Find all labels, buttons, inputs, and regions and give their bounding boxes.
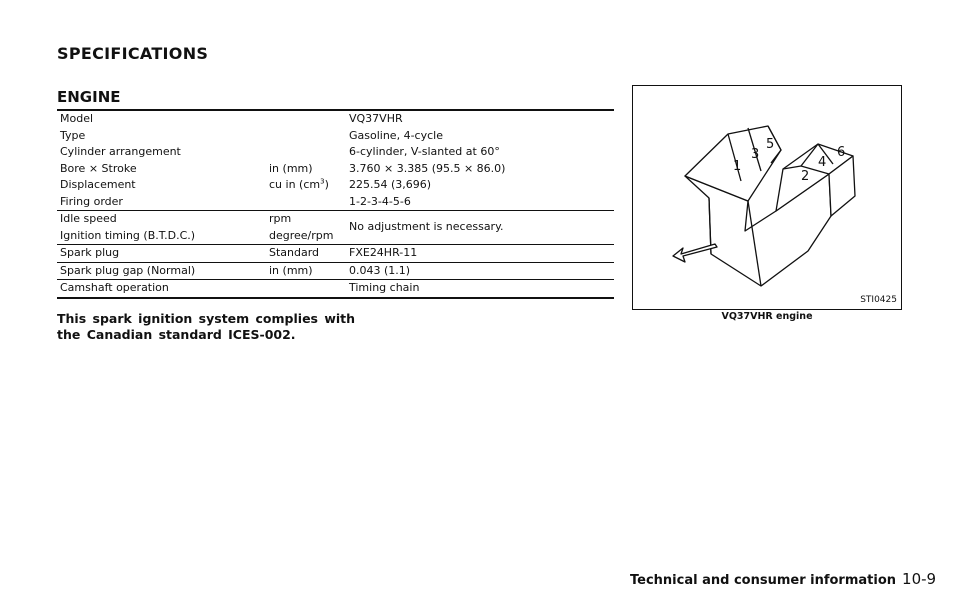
value-displacement: 225.54 (3,696) [349, 178, 432, 191]
spec-values [349, 111, 614, 210]
page-number: 10-9 [902, 570, 937, 588]
value-idle-ignition: No adjustment is necessary. [349, 220, 504, 234]
value-camshaft: Timing chain [349, 281, 420, 294]
value-type: Gasoline, 4-cycle [349, 128, 443, 142]
figure-code: STI0425 [860, 295, 897, 305]
unit-ignition-timing: degree/rpm [269, 228, 334, 242]
value-model: VQ37VHR [349, 112, 403, 125]
label-displacement: Displacement [60, 178, 136, 191]
unit-camshaft [269, 280, 349, 297]
section-title: ENGINE [57, 88, 121, 106]
label-camshaft: Camshaft operation [60, 281, 169, 294]
unit-bore-stroke: in (mm) [269, 161, 313, 175]
page-footer [630, 570, 936, 588]
value-cylinder-arrangement: 6-cylinder, V-slanted at 60° [349, 145, 500, 158]
label-ignition-timing: Ignition timing (B.T.D.C.) [60, 228, 196, 242]
unit-idle-speed: rpm [269, 212, 292, 225]
label-bore-stroke: Bore × Stroke [60, 161, 137, 175]
spec-units [269, 111, 349, 210]
cylinder-number-3: 3 [751, 147, 760, 162]
figure-caption: VQ37VHR engine [721, 311, 813, 322]
unit-spark-gap: in (mm) [269, 263, 313, 277]
value-firing-order: 1-2-3-4-5-6 [349, 194, 411, 208]
cylinder-number-1: 1 [733, 159, 742, 174]
label-type: Type [60, 128, 86, 142]
label-firing-order: Firing order [60, 194, 123, 208]
engine-figure [632, 85, 902, 310]
label-cylinder-arrangement: Cylinder arrangement [60, 145, 181, 158]
label-idle-speed: Idle speed [60, 212, 117, 225]
value-spark-plug: FXE24HR-11 [349, 246, 418, 259]
label-model: Model [60, 112, 94, 125]
unit-displacement: cu in $(cm^3)$ [269, 177, 329, 191]
spec-row-group-general [57, 111, 614, 211]
spec-row-group-idle [57, 211, 614, 245]
spec-row-spark-plug [57, 245, 614, 263]
spec-row-spark-gap [57, 263, 614, 281]
engine-v6-diagram-icon [633, 86, 901, 309]
page-heading: SPECIFICATIONS [57, 44, 209, 63]
unit-spark-plug: Standard [269, 246, 320, 259]
value-spark-gap: 0.043 (1.1) [349, 263, 411, 277]
value-bore-stroke: 3.760 × 3.385 (95.5 × 86.0) [349, 161, 506, 175]
footer-text: Technical and consumer information [630, 573, 897, 588]
spec-labels [57, 111, 269, 210]
ices-compliance-note: This spark ignition system complies with the Canadian standard ICES-002. [57, 311, 356, 342]
label-spark-plug: Spark plug [60, 246, 120, 259]
spec-row-camshaft [57, 280, 614, 299]
cylinder-number-4: 4 [818, 155, 827, 170]
label-spark-gap: Spark plug gap (Normal) [60, 263, 196, 277]
cylinder-number-2: 2 [801, 169, 810, 184]
engine-spec-table [57, 109, 614, 299]
cylinder-number-6: 6 [837, 145, 846, 160]
cylinder-number-5: 5 [766, 137, 775, 152]
